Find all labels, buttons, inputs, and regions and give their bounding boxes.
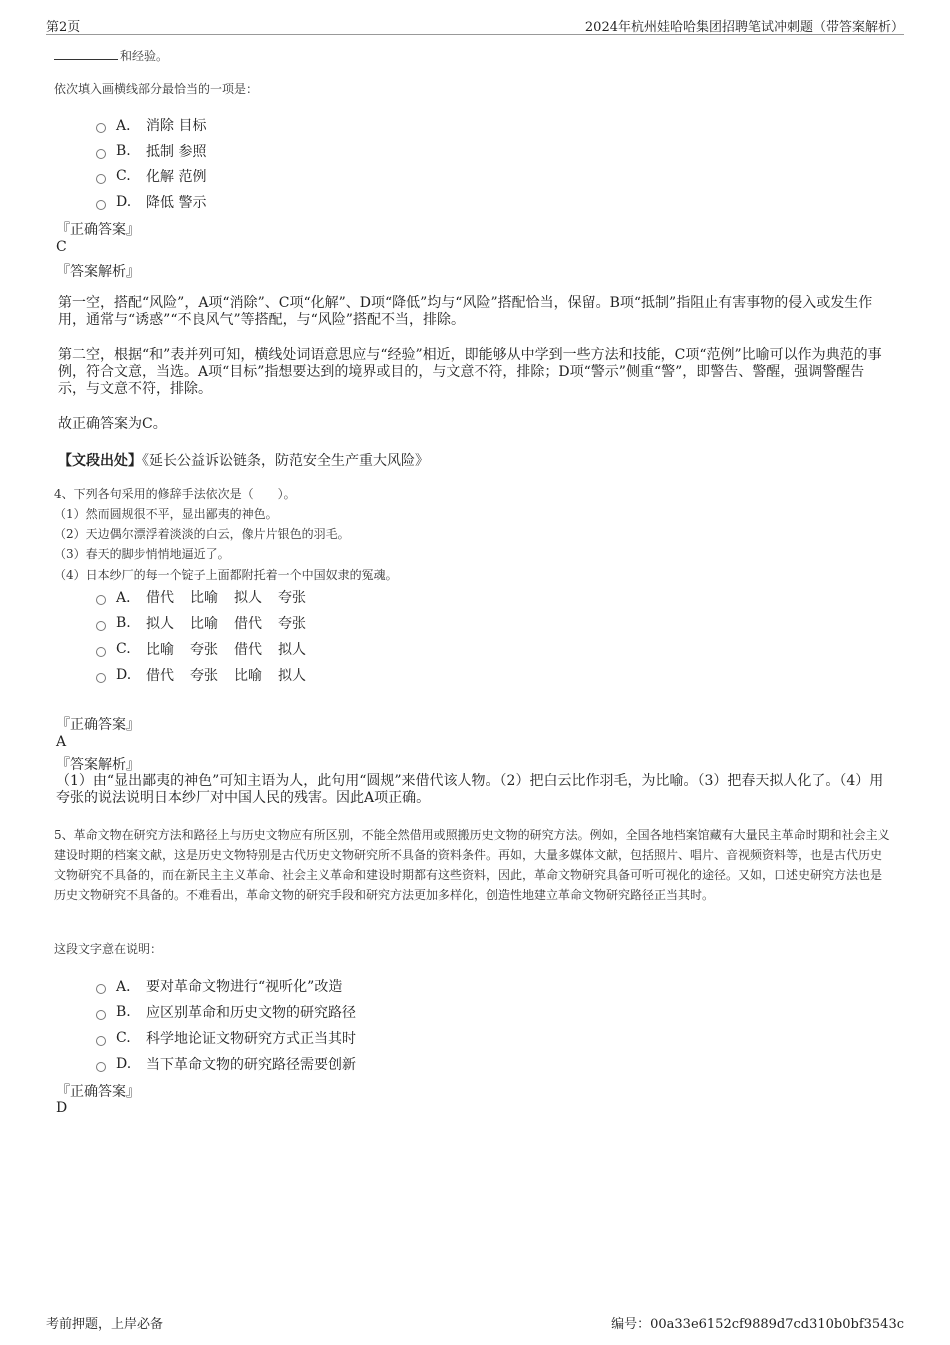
- q5-option-c[interactable]: C. 科学地论证文物研究方式正当其时: [96, 1028, 356, 1048]
- q5-option-d[interactable]: D. 当下革命文物的研究路径需要创新: [96, 1054, 356, 1074]
- q3-answer-label: 『正确答案』: [56, 222, 140, 238]
- q5-answer-label: 『正确答案』: [56, 1084, 140, 1100]
- q4-option-d[interactable]: D. 借代 夸张 比喻 拟人: [96, 665, 306, 685]
- q3-fragment: 和经验。: [54, 46, 168, 64]
- radio-icon[interactable]: [96, 1010, 106, 1020]
- q3-option-b[interactable]: B. 抵制 参照: [96, 141, 206, 161]
- radio-icon[interactable]: [96, 123, 106, 133]
- q3-prompt: 依次填入画横线部分最恰当的一项是：: [54, 82, 259, 96]
- q4-answer: A: [56, 734, 67, 750]
- document-title: 2024年杭州娃哈哈集团招聘笔试冲刺题（带答案解析）: [584, 20, 904, 35]
- q4-analysis-label: 『答案解析』: [56, 757, 140, 773]
- q3-option-c[interactable]: C. 化解 范例: [96, 166, 206, 186]
- radio-icon[interactable]: [96, 673, 106, 683]
- q3-answer: C: [56, 239, 67, 255]
- q4-answer-label: 『正确答案』: [56, 717, 140, 733]
- q4-stem: 4、下列各句采用的修辞手法依次是（ ）。: [54, 487, 296, 501]
- page-header: [46, 14, 904, 35]
- q4-option-a[interactable]: A． 借代 比喻 拟人 夸张: [96, 587, 306, 607]
- q3-option-d[interactable]: D. 降低 警示: [96, 192, 206, 212]
- radio-icon[interactable]: [96, 647, 106, 657]
- radio-icon[interactable]: [96, 149, 106, 159]
- radio-icon[interactable]: [96, 174, 106, 184]
- q3-source: 【文段出处】《延长公益诉讼链条，防范安全生产重大风险》: [58, 453, 429, 469]
- radio-icon[interactable]: [96, 621, 106, 631]
- radio-icon[interactable]: [96, 200, 106, 210]
- q5-prompt: 这段文字意在说明：: [54, 942, 163, 956]
- q4-option-c[interactable]: C. 比喻 夸张 借代 拟人: [96, 639, 306, 659]
- q4-item-1: （1）然而圆规很不平，显出鄙夷的神色。: [54, 507, 278, 521]
- footer-code: 编号：00a33e6152cf9889d7cd310b0bf3543c: [611, 1317, 904, 1332]
- q3-analysis-p3: 故正确答案为C。: [58, 416, 167, 432]
- q5-answer: D: [56, 1100, 68, 1116]
- q4-item-3: （3）春天的脚步悄悄地逼近了。: [54, 547, 230, 561]
- q5-stem: 5、革命文物在研究方法和路径上与历史文物应有所区别，不能全然借用或照搬历史文物的研究方法。例如，全国各地档案馆藏有大量民主革命时期和社会主义建设时期的档案文献，这是历史文物特别是古代历史文物研究所不具备的资料条件。再如，大量多媒体文献，包括照片、唱片、音视频资料等，也是古代历史文物研究不具备的，而在新民主主义革命、社会主义革命和建设时期都有这些资料，因此，革命文物研究具备可听可视化的途径。又如，口述史研究方法也是历史文物研究不具备的。不难看出，革命文物的研究手段和研究方法更加多样化，创造性地建立革命文物研究路径正当其时。: [54, 828, 890, 902]
- q4-item-2: （2）天边偶尔漂浮着淡淡的白云，像片片银色的羽毛。: [54, 527, 350, 541]
- radio-icon[interactable]: [96, 1036, 106, 1046]
- answer-blank: [54, 46, 118, 60]
- q3-analysis-p1: 第一空，搭配“风险”，A项“消除”、C项“化解”、D项“降低”均与“风险”搭配恰当，保留。B项“抵制”指阻止有害事物的侵入或发生作用，通常与“诱惑”“不良风气”等搭配，与“风险”搭配不当，排除。: [58, 295, 873, 328]
- q3-option-a[interactable]: A． 消除 目标: [96, 115, 206, 135]
- q3-analysis-label: 『答案解析』: [56, 264, 140, 280]
- q5-option-a[interactable]: A． 要对革命文物进行“视听化”改造: [96, 976, 342, 996]
- radio-icon[interactable]: [96, 595, 106, 605]
- radio-icon[interactable]: [96, 984, 106, 994]
- radio-icon[interactable]: [96, 1062, 106, 1072]
- q5-option-b[interactable]: B. 应区别革命和历史文物的研究路径: [96, 1002, 356, 1022]
- q3-analysis-p2: 第二空，根据“和”表并列可知，横线处词语意思应与“经验”相近，即能够从中学到一些方法和技能，C项“范例”比喻可以作为典范的事例，符合文意，当选。A项“目标”指想要达到的境界或目的，与文意不符，排除；D项“警示”侧重“警”，即警告、警醒，强调警醒告示，与文意不符，排除。: [58, 347, 882, 397]
- page-number: 第2页: [46, 20, 81, 35]
- q4-option-b[interactable]: B. 拟人 比喻 借代 夸张: [96, 613, 306, 633]
- q4-analysis: （1）由“显出鄙夷的神色”可知主语为人，此句用“圆规”来借代该人物。（2）把白云比作羽毛，为比喻。（3）把春天拟人化了。（4）用夸张的说法说明日本纱厂对中国人民的残害。因此A项正确。: [56, 773, 884, 806]
- q4-item-4: （4）日本纱厂的每一个锭子上面都附托着一个中国奴隶的冤魂。: [54, 568, 398, 582]
- footer-slogan: 考前押题，上岸必备: [46, 1317, 164, 1332]
